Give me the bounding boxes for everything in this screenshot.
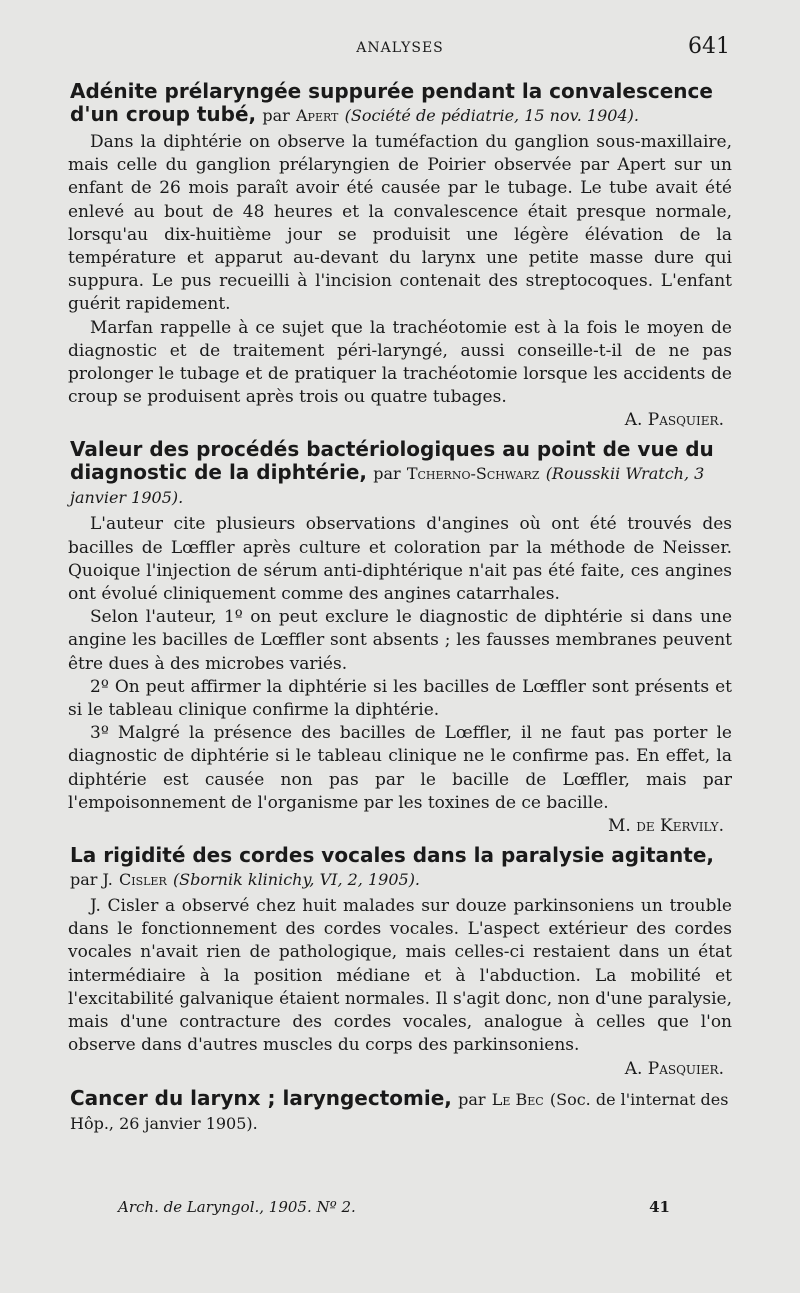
- article-source: (Rousskii Wratch, 3 janvier 1905).: [70, 464, 705, 508]
- signature: M. de Kervily.: [608, 816, 724, 837]
- paragraph: Dans la diphtérie on observe la tuméfaction du ganglion sous-maxillaire, mais celle du ganglion prélaryngien de Poirier observée par Apert sur un enfant de 26 mois paraît avoir été causée par le tubage. Le tube avait été enlevé au bout de 48 heures et la convalescence était presque normale, lorsqu'au dix-huitième jour se produisit une légère élévation de la température et apparut au-devant du larynx une petite masse dure qui suppura. Le pus recueilli à l'incision contenait des streptocoques. L'enfant guérit rapidement.: [68, 132, 732, 315]
- signature: A. Pasquier.: [624, 1058, 724, 1079]
- article-ref-prefix: par: [262, 106, 290, 125]
- article-author: Apert: [295, 106, 339, 125]
- paragraph: J. Cisler a observé chez huit malades sur douze parkinsoniens un trouble dans le fonctionnement des cordes vocales. L'aspect extérieur des cordes vocales n'avait rien de pathologique, mais celles-ci restaient dans un état intermédiaire à la position médiane et à l'abduction. La mobilité et l'excitabilité galvanique étaient normales. Il s'agit donc, non d'une paralysie, mais d'une contracture des cordes vocales, analogue à celles que l'on observe dans d'autres muscles du corps des parkinsoniens.: [68, 896, 732, 1056]
- running-head: [68, 34, 732, 64]
- article-ref-prefix: par J.: [70, 870, 113, 890]
- article-ref-prefix: par: [373, 464, 401, 484]
- article-title: Adénite prélaryngée suppurée pendant la convalescence d'un croup tubé,: [70, 79, 713, 126]
- paragraph: Selon l'auteur, 1º on peut exclure le diagnostic de diphtérie si dans une angine les bacilles de Lœffler sont absents ; les fausses membranes peuvent être dues à des microbes variés.: [68, 607, 732, 674]
- paragraph: 3º Malgré la présence des bacilles de Lœffler, il ne faut pas porter le diagnostic de diphtérie si le tableau clinique ne le confirme pas. En effet, la diphtérie est causée non pas par le bacille de Lœffler, mais par l'empoisonnement de l'organisme par les toxines de ce bacille.: [68, 723, 732, 813]
- article-1: [68, 80, 732, 432]
- article-2: [68, 438, 732, 838]
- article-source: (Soc. de l'internat des Hôp., 26 janvier 1905).: [70, 1089, 729, 1133]
- article-heading: [68, 1087, 732, 1135]
- page-footer: [118, 1198, 670, 1216]
- article-author: Le Bec: [491, 1089, 544, 1109]
- article-source: (Sbornik klinichy, VI, 2, 1905).: [172, 870, 421, 890]
- paragraph: Marfan rappelle à ce sujet que la trachéotomie est à la fois le moyen de diagnostic et de traitement péri-laryngé, aussi conseille-t-il de ne pas prolonger le tubage et de pratiquer la trachéotomie lorsque les accidents de croup se produisent après trois ou quatre tubages.: [68, 317, 732, 408]
- paragraph: L'auteur cite plusieurs observations d'angines où ont été trouvés des bacilles de Lœffler après culture et coloration par la méthode de Neisser. Quoique l'injection de sérum anti-diphtérique n'ait pas été faite, ces angines ont évolué cliniquement comme des angines catarrhales.: [68, 514, 732, 605]
- page-number: 641: [688, 34, 730, 59]
- footer-source: Arch. de Laryngol., 1905. Nº 2.: [118, 1198, 356, 1216]
- sheet-number: 41: [649, 1198, 670, 1216]
- article-author: Cisler: [118, 870, 167, 890]
- article-title: Valeur des procédés bactériologiques au point de vue du diagnostic de la diphtérie,: [70, 437, 714, 485]
- article-4: [68, 1087, 732, 1135]
- article-heading: [68, 844, 732, 891]
- running-head-title: ANALYSES: [356, 40, 444, 56]
- article-heading: [68, 438, 732, 509]
- article-title: Cancer du larynx ; laryngectomie,: [70, 1085, 452, 1110]
- article-ref-prefix: par: [458, 1089, 486, 1109]
- article-author: Tcherno-Schwarz: [406, 464, 540, 484]
- article-title: La rigidité des cordes vocales dans la paralysie agitante,: [70, 843, 714, 868]
- article-heading: [68, 80, 732, 127]
- paragraph: 2º On peut affirmer la diphtérie si les bacilles de Lœffler sont présents et si le tableau clinique confirme la diphtérie.: [68, 676, 732, 721]
- article-3: [68, 844, 732, 1080]
- article-source: (Société de pédiatrie, 15 nov. 1904).: [344, 106, 639, 125]
- signature: A. Pasquier.: [624, 410, 724, 431]
